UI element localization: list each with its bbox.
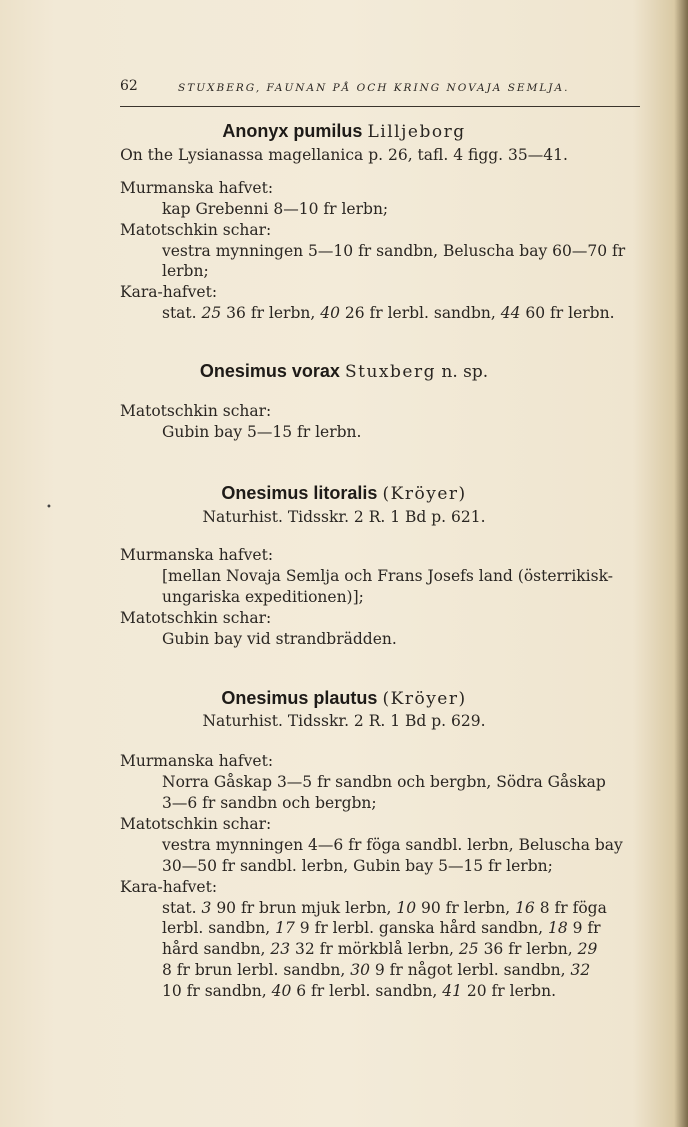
locality-region: Kara-hafvet:: [120, 283, 218, 301]
station-line: stat. 25 36 fr lerbn, 40 26 fr lerbl. sandbn, 44 60 fr lerbn.: [162, 304, 615, 322]
species-heading: [0, 361, 688, 382]
locality-region: Matotschkin schar:: [120, 402, 272, 420]
locality-region: Murmanska hafvet:: [120, 546, 274, 564]
locality-detail: Gubin bay vid strandbrädden.: [162, 630, 397, 648]
page-number: 62: [120, 78, 138, 94]
locality-detail: vestra mynningen 5—10 fr sandbn, Beluscha bay 60—70 fr: [162, 242, 626, 260]
locality-region: Matotschkin schar:: [120, 221, 272, 239]
species-reference: On the Lysianassa magellanica p. 26, tafl. 4 figg. 35—41.: [120, 146, 568, 164]
station-line: hård sandbn, 23 32 fr mörkblå lerbn, 25 36 fr lerbn, 29: [162, 940, 598, 958]
station-line: lerbl. sandbn, 17 9 fr lerbl. ganska hård sandbn, 18 9 fr: [162, 919, 601, 937]
locality-detail: 30—50 fr sandbl. lerbn, Gubin bay 5—15 fr lerbn;: [162, 857, 553, 875]
species-author: Stuxberg: [345, 362, 436, 382]
locality-region: Murmanska hafvet:: [120, 179, 274, 197]
species-name: Onesimus plautus: [221, 688, 378, 708]
station-line: 10 fr sandbn, 40 6 fr lerbl. sandbn, 41 20 fr lerbn.: [162, 982, 557, 1000]
species-heading: [0, 688, 688, 709]
species-name: Anonyx pumilus: [222, 121, 363, 141]
species-reference: Naturhist. Tidsskr. 2 R. 1 Bd p. 621.: [202, 508, 486, 526]
species-author: Lilljeborg: [367, 122, 466, 142]
running-title: STUXBERG, FAUNAN PÅ OCH KRING NOVAJA SEMLJA.: [178, 82, 570, 94]
locality-detail: 3—6 fr sandbn och bergbn;: [162, 794, 377, 812]
species-note: n. sp.: [435, 362, 489, 382]
locality-detail: vestra mynningen 4—6 fr föga sandbl. lerbn, Beluscha bay: [162, 836, 623, 854]
station-line: stat. 3 90 fr brun mjuk lerbn, 10 90 fr lerbn, 16 8 fr föga: [162, 899, 607, 917]
species-author: (Kröyer): [382, 689, 467, 709]
locality-region: Kara-hafvet:: [120, 878, 218, 896]
species-author: (Kröyer): [382, 484, 467, 504]
margin-mark: •: [46, 502, 52, 513]
locality-detail: Norra Gåskap 3—5 fr sandbn och bergbn, Södra Gåskap: [162, 773, 606, 791]
locality-region: Matotschkin schar:: [120, 815, 272, 833]
locality-detail: Gubin bay 5—15 fr lerbn.: [162, 423, 362, 441]
species-heading: [0, 483, 688, 504]
locality-detail: ungariska expeditionen)];: [162, 588, 364, 606]
locality-detail: kap Grebenni 8—10 fr lerbn;: [162, 200, 389, 218]
station-line: 8 fr brun lerbl. sandbn, 30 9 fr något lerbl. sandbn, 32: [162, 961, 591, 979]
locality-detail: lerbn;: [162, 262, 209, 280]
species-name: Onesimus litoralis: [221, 483, 378, 503]
locality-detail: [mellan Novaja Semlja och Frans Josefs land (österrikisk-: [162, 567, 613, 585]
species-reference: Naturhist. Tidsskr. 2 R. 1 Bd p. 629.: [202, 712, 486, 730]
species-heading: [0, 121, 688, 142]
locality-region: Murmanska hafvet:: [120, 752, 274, 770]
locality-region: Matotschkin schar:: [120, 609, 272, 627]
page-header: [120, 78, 640, 107]
species-name: Onesimus vorax: [199, 361, 340, 381]
